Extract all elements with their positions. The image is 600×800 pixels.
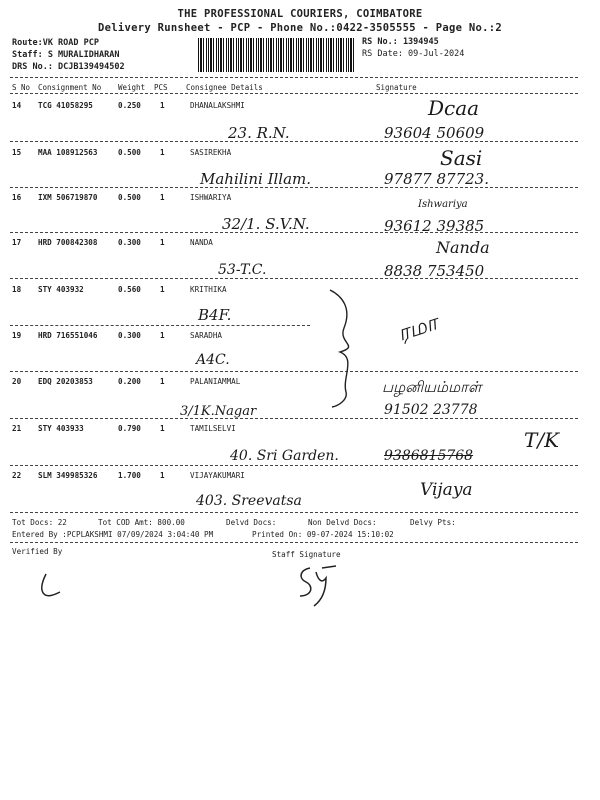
row-address: 32/1. S.V.N. xyxy=(222,215,310,233)
row-consignment: STY 403933 xyxy=(38,424,84,433)
divider xyxy=(10,141,578,142)
row-signature: Sasi xyxy=(440,146,483,170)
divider xyxy=(10,371,578,372)
row-consignment: MAA 108912563 xyxy=(38,148,98,157)
divider xyxy=(10,418,578,419)
row-weight: 1.700 xyxy=(118,471,141,480)
divider xyxy=(10,187,578,188)
row-pcs: 1 xyxy=(160,471,165,480)
divider xyxy=(10,77,578,78)
row-consignment: SLM 349985326 xyxy=(38,471,98,480)
row-weight: 0.500 xyxy=(118,193,141,202)
divider xyxy=(10,465,578,466)
row-weight: 0.300 xyxy=(118,238,141,247)
row-signature: Dcaa xyxy=(428,96,480,120)
divider xyxy=(10,325,310,326)
row-address: 40. Sri Garden. xyxy=(230,448,339,464)
row-weight: 0.250 xyxy=(118,101,141,110)
col-header-weight: Weight xyxy=(118,83,146,92)
row-address: 23. R.N. xyxy=(228,124,290,142)
row-weight: 0.790 xyxy=(118,424,141,433)
barcode xyxy=(198,38,356,72)
divider xyxy=(10,542,578,543)
row-sno: 15 xyxy=(12,148,22,157)
row-address: Mahilini Illam. xyxy=(200,170,312,188)
row-consignee: NANDA xyxy=(190,238,213,247)
row-consignee: VIJAYAKUMARI xyxy=(190,471,245,480)
col-header-sno: S No xyxy=(12,83,31,92)
row-address: 403. Sreevatsa xyxy=(196,493,302,509)
row-address: B4F. xyxy=(198,306,232,324)
rs-date: RS Date: 09-Jul-2024 xyxy=(362,49,465,59)
row-sno: 19 xyxy=(12,331,22,340)
row-consignee: SASIREKHA xyxy=(190,148,232,157)
row-sno: 16 xyxy=(12,193,22,202)
row-consignment: HRD 700842308 xyxy=(38,238,98,247)
route-label: Route:VK ROAD PCP xyxy=(12,38,99,48)
bracket-mark xyxy=(312,288,372,408)
row-sno: 21 xyxy=(12,424,22,433)
non-delivered-docs: Non Delvd Docs: xyxy=(308,518,377,527)
row-weight: 0.300 xyxy=(118,331,141,340)
row-pcs: 1 xyxy=(160,148,165,157)
row-pcs: 1 xyxy=(160,238,165,247)
printed-on: Printed On: 09-07-2024 15:10:02 xyxy=(252,530,394,539)
row-address: 3/1K.Nagar xyxy=(180,404,257,419)
row-consignment: EDQ 20203853 xyxy=(38,377,93,386)
row-consignee: DHANALAKSHMI xyxy=(190,101,245,110)
row-sno: 22 xyxy=(12,471,22,480)
row-sno: 17 xyxy=(12,238,22,247)
row-pcs: 1 xyxy=(160,101,165,110)
drs-number: DRS No.: DCJB139494502 xyxy=(12,62,125,72)
divider xyxy=(10,93,578,94)
runsheet-subtitle: Delivery Runsheet - PCP - Phone No.:0422-3505555 - Page No.:2 xyxy=(98,22,502,34)
staff-label: Staff: S MURALIDHARAN xyxy=(12,50,120,60)
delivered-docs: Delvd Docs: xyxy=(226,518,277,527)
row-consignment: TCG 41058295 xyxy=(38,101,93,110)
row-weight: 0.500 xyxy=(118,148,141,157)
row-consignment: HRD 716551046 xyxy=(38,331,98,340)
row-signature: Vijaya xyxy=(420,480,473,500)
staff-signature xyxy=(292,562,342,610)
row-signature: பழனியம்மாள் xyxy=(382,378,482,396)
row-signature: Ishwariya xyxy=(418,199,468,210)
col-header-pcs: PCS xyxy=(154,83,168,92)
row-sno: 14 xyxy=(12,101,22,110)
row-sno: 20 xyxy=(12,377,22,386)
row-consignee: TAMILSELVI xyxy=(190,424,236,433)
row-phone: 8838 753450 xyxy=(384,262,485,280)
row-pcs: 1 xyxy=(160,377,165,386)
col-header-signature: Signature xyxy=(376,83,417,92)
delivery-points: Delvy Pts: xyxy=(410,518,456,527)
row-signature: ரமா xyxy=(394,310,441,347)
col-header-consignee: Consignee Details xyxy=(186,83,263,92)
row-address: 53-T.C. xyxy=(218,262,267,278)
row-weight: 0.200 xyxy=(118,377,141,386)
col-header-consignment: Consignment No xyxy=(38,83,102,92)
row-pcs: 1 xyxy=(160,424,165,433)
row-signature: Nanda xyxy=(436,238,490,257)
row-consignment: IXM 506719870 xyxy=(38,193,98,202)
row-pcs: 1 xyxy=(160,331,165,340)
row-weight: 0.560 xyxy=(118,285,141,294)
rs-number: RS No.: 1394945 xyxy=(362,37,439,47)
row-phone: 93612 39385 xyxy=(384,217,485,235)
divider xyxy=(10,232,578,233)
row-consignee: PALANIAMMAL xyxy=(190,377,241,386)
divider xyxy=(10,278,578,279)
row-phone: 9386815768 xyxy=(384,448,474,464)
row-phone: 91502 23778 xyxy=(384,402,478,418)
total-docs: Tot Docs: 22 xyxy=(12,518,67,527)
row-phone: 93604 50609 xyxy=(384,124,485,142)
entered-by: Entered By :PCPLAKSHMI 07/09/2024 3:04:40 PM xyxy=(12,530,214,539)
total-cod: Tot COD Amt: 800.00 xyxy=(98,518,185,527)
row-pcs: 1 xyxy=(160,193,165,202)
row-address: A4C. xyxy=(196,352,230,368)
row-pcs: 1 xyxy=(160,285,165,294)
verified-by-label: Verified By xyxy=(12,547,63,556)
row-consignee: KRITHIKA xyxy=(190,285,227,294)
staff-signature-label: Staff Signature xyxy=(272,550,341,559)
row-signature: T/K xyxy=(524,428,560,452)
row-sno: 18 xyxy=(12,285,22,294)
divider xyxy=(10,512,578,513)
verifier-signature xyxy=(36,572,66,602)
row-phone: 97877 87723. xyxy=(384,170,489,188)
row-consignee: SARADHA xyxy=(190,331,223,340)
row-consignment: STY 403932 xyxy=(38,285,84,294)
company-title: THE PROFESSIONAL COURIERS, COIMBATORE xyxy=(177,8,423,20)
row-consignee: ISHWARIYA xyxy=(190,193,232,202)
